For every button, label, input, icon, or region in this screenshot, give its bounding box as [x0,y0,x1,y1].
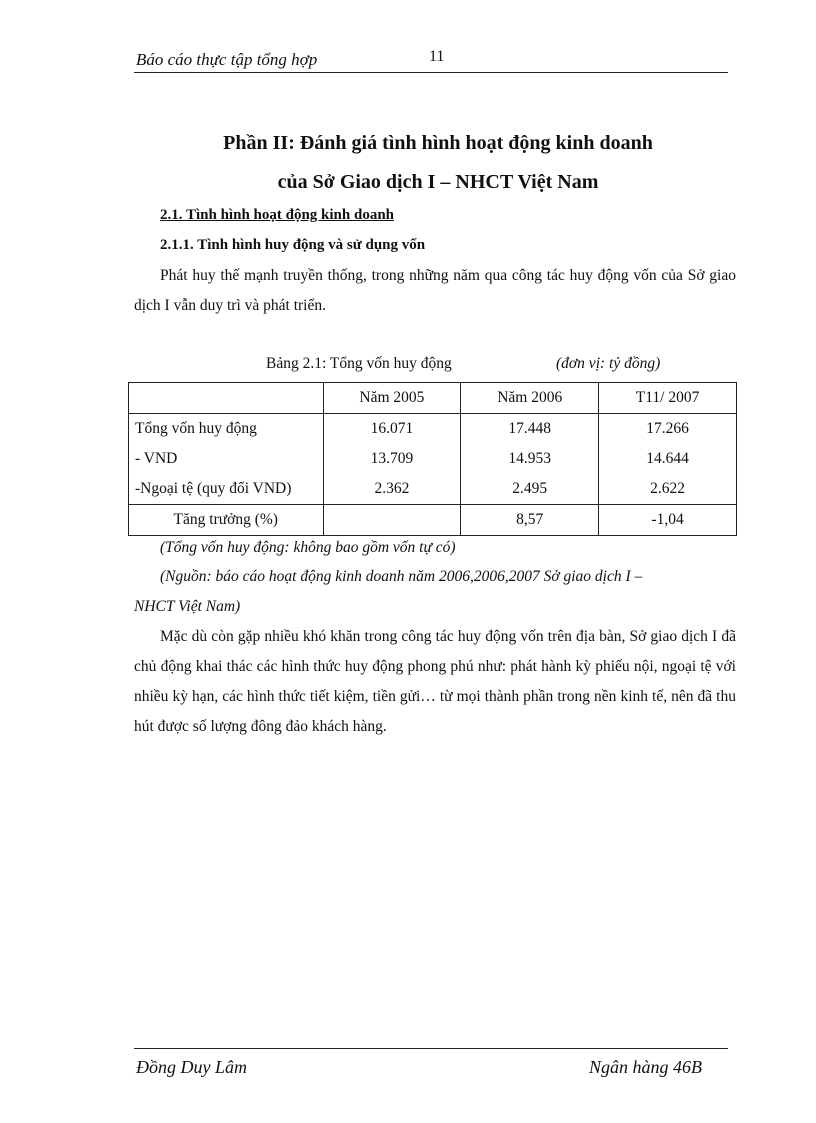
body-paragraph: Mặc dù còn gặp nhiều khó khăn trong công tác huy động vốn trên địa bàn, Sở giao dịch I đã chủ động khai thác các hình thức huy động phong phú như: phát hành kỳ phiếu nội, ngoại tệ với nhiều kỳ hạn, các hình thức tiết kiệm, tiền gửi… từ mọi thành phần trong nền kinh tế, nên đã thu hút được số lượng đông đảo khách hàng. [134,628,736,735]
cell-value [323,505,461,536]
footer-author: Đồng Duy Lâm [136,1057,247,1077]
cell-value: 17.266 [599,414,737,445]
table-header-cell: Năm 2005 [323,383,461,414]
subsection-heading: 2.1.1. Tình hình huy động và sử dụng vốn [160,237,426,253]
table-header-cell [129,383,324,414]
table-row [129,505,737,536]
cell-value: -1,04 [599,505,737,536]
table-header-row [129,383,737,414]
cell-value: 14.953 [461,444,599,474]
table-header-cell: Năm 2006 [461,383,599,414]
intro-paragraph: Phát huy thế mạnh truyền thống, trong những năm qua công tác huy động vốn của Sở giao dịch I vẫn duy trì và phát triển. [134,267,736,314]
chapter-title-line-1: Phần II: Đánh giá tình hình hoạt động kinh doanh [223,132,653,154]
table-header-cell: T11/ 2007 [599,383,737,414]
page-footer [134,1048,728,1077]
cell-value: 14.644 [599,444,737,474]
table-unit: (đơn vị: tỷ đồng) [556,355,661,372]
cell-value: 17.448 [461,414,599,445]
cell-value: 2.495 [461,474,599,505]
header-title: Báo cáo thực tập tổng hợp [136,50,318,69]
row-label: - VND [129,444,324,474]
source-note-continued: NHCT Việt Nam) [134,598,241,615]
footer-class: Ngân hàng 46B [588,1057,702,1077]
table-row [129,444,737,474]
page-header [134,48,728,73]
table-row [129,474,737,505]
cell-value: 2.622 [599,474,737,505]
table-row [129,414,737,445]
table-note: (Tổng vốn huy động: không bao gồm vốn tự có) [160,539,456,556]
capital-table [128,382,737,536]
table-caption: Bảng 2.1: Tổng vốn huy động [266,355,452,372]
page-number: 11 [429,48,445,65]
cell-value: 8,57 [461,505,599,536]
section-heading: 2.1. Tình hình hoạt động kinh doanh [160,207,395,223]
source-note: (Nguồn: báo cáo hoạt động kinh doanh năm 2006,2006,2007 Sở giao dịch I – [160,568,643,585]
cell-value: 16.071 [323,414,461,445]
chapter-title-line-2: của Sở Giao dịch I – NHCT Việt Nam [277,171,599,193]
row-label: Tổng vốn huy động [129,414,324,445]
cell-value: 2.362 [323,474,461,505]
cell-value: 13.709 [323,444,461,474]
row-label: -Ngoại tệ (quy đổi VND) [129,474,324,505]
row-label: Tăng trưởng (%) [129,505,324,536]
